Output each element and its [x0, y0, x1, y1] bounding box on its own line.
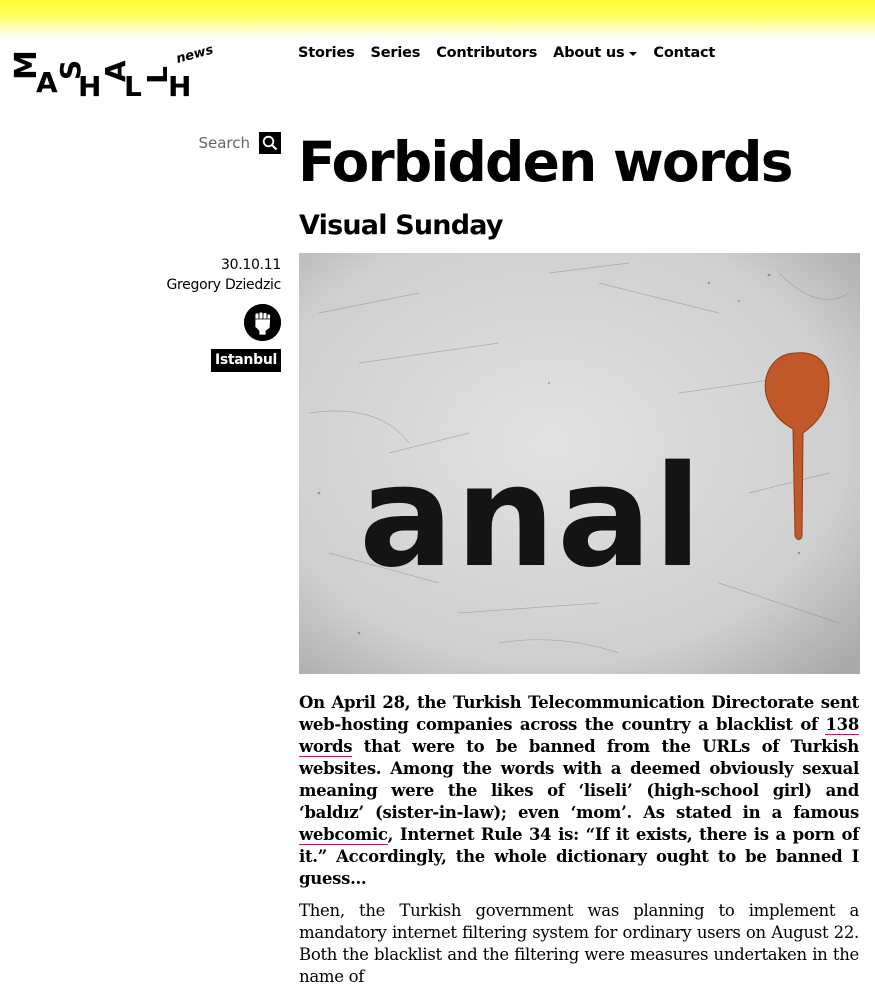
- stencil-graffiti-text: anal: [359, 436, 704, 599]
- link-webcomic[interactable]: webcomic: [299, 825, 388, 844]
- location-tag[interactable]: Istanbul: [211, 349, 281, 372]
- article-author[interactable]: Gregory Dziedzic: [166, 277, 281, 293]
- article-date: 30.10.11: [221, 257, 281, 273]
- svg-text:A: A: [99, 60, 132, 82]
- search-box: [140, 132, 281, 154]
- article-body: [299, 692, 859, 998]
- article-lead-paragraph: On April 28, the Turkish Telecommunication Directorate sent web-hosting companies across the country a blacklist of 138 words that were to be banned from the URLs of Turkish websites. Among the words with a deemed obviously sexual meaning were the likes of ‘liseli’ (high-school girl) and ‘baldız’ (sister-in-law); even ‘mom’. As stated in a famous webcomic, Internet Rule 34 is: “If it exists, there is a porn of it.” Accordingly, the whole dictionary ought to be banned I guess…: [299, 693, 859, 888]
- svg-text:H: H: [168, 70, 192, 103]
- logo-mark: [8, 30, 216, 105]
- article-paragraph: Then, the Turkish government was planning to implement a mandatory internet filtering system for ordinary users on August 22. Both the blacklist and the filtering were measures undertaken in the name of: [299, 901, 859, 986]
- svg-text:A: A: [36, 66, 58, 99]
- nav-about-us[interactable]: About us: [553, 45, 637, 61]
- caret-down-icon: [629, 52, 637, 56]
- article-hero-image: [299, 253, 860, 674]
- link-138-words[interactable]: 138 words: [299, 715, 859, 756]
- site-logo[interactable]: [8, 30, 216, 105]
- main-nav: [298, 45, 715, 61]
- raised-fist-icon[interactable]: [244, 304, 281, 341]
- nav-contact[interactable]: Contact: [653, 45, 716, 61]
- svg-text:H: H: [78, 70, 102, 103]
- search-icon: [262, 135, 278, 151]
- nav-stories[interactable]: Stories: [298, 45, 355, 61]
- nav-contributors[interactable]: Contributors: [436, 45, 538, 61]
- nav-series[interactable]: Series: [370, 45, 421, 61]
- svg-text:news: news: [174, 42, 216, 67]
- svg-text:M: M: [9, 50, 44, 80]
- svg-text:L: L: [124, 70, 142, 103]
- article-title: Forbidden words: [298, 130, 792, 194]
- svg-text:L: L: [141, 66, 174, 84]
- search-input[interactable]: [140, 134, 250, 152]
- article-meta: [166, 256, 281, 372]
- svg-text:S: S: [54, 59, 87, 80]
- search-button[interactable]: [259, 132, 281, 154]
- article-subtitle[interactable]: Visual Sunday: [299, 210, 503, 241]
